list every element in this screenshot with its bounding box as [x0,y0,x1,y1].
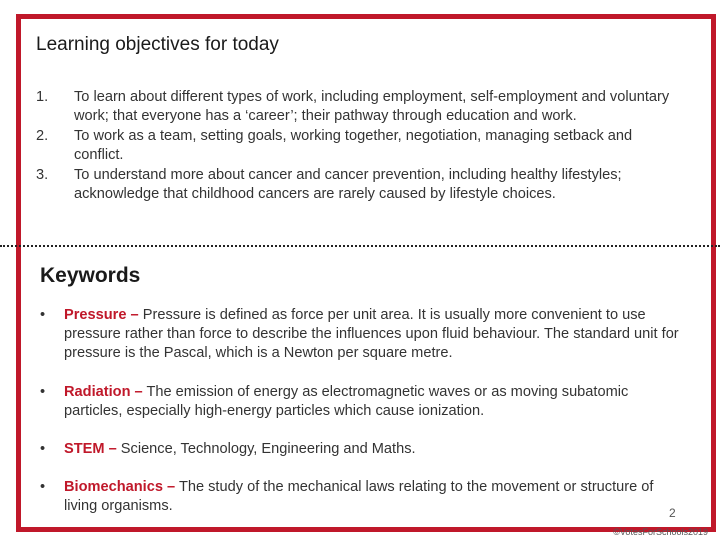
keyword-dash: – [167,479,176,496]
keyword-term: Pressure [64,307,127,323]
keywords-list [40,306,680,536]
keyword-definition: Science, Technology, Engineering and Maths. [120,441,416,458]
bullet-icon: • [40,307,46,323]
objective-item [36,88,676,127]
objective-item [36,166,676,205]
objective-number: 3. [36,166,49,183]
keyword-item [40,440,680,459]
keywords-title: Keywords [40,264,141,287]
bullet-icon: • [40,441,46,458]
keyword-item [40,306,680,364]
copyright-notice: ©VotesForSchools2019 [613,527,708,537]
keyword-definition: The emission of energy as electromagnetic waves or as moving subatomic particles, especially high-energy particles which cause ionization. [64,383,629,419]
keyword-item [40,478,680,516]
objective-item [36,127,676,166]
keyword-term: STEM [64,441,105,458]
keyword-term: Radiation [64,383,131,400]
objective-number: 1. [36,89,49,105]
keyword-dash: – [130,307,139,323]
bullet-icon: • [40,479,46,496]
keyword-item [40,383,680,421]
section-divider [0,245,720,247]
keyword-definition: Pressure is defined as force per unit area. It is usually more convenient to use pressure rather than force to describe the influences upon fluid behaviour. The standard unit for pressure is the Pascal, which is a Newton per square metre. [64,307,679,362]
objectives-list [36,88,676,204]
keyword-definition: The study of the mechanical laws relating to the movement or structure of living organisms. [64,479,654,515]
keyword-dash: – [134,383,143,400]
objective-text: To learn about different types of work, including employment, self-employment and voluntary work; that everyone has a ‘career’; their pathway through education and work. [74,89,670,125]
objective-text: To understand more about cancer and cancer prevention, including healthy lifestyles; acknowledge that childhood cancers are rarely caused by lifestyle choices. [74,166,622,203]
keyword-term: Biomechanics [64,479,163,496]
objective-text: To work as a team, setting goals, working together, negotiation, managing setback and conflict. [74,127,633,164]
objectives-title: Learning objectives for today [36,34,279,55]
bullet-icon: • [40,383,46,400]
page-number: 2 [669,506,676,520]
keyword-dash: – [108,441,117,458]
objective-number: 2. [36,127,49,144]
